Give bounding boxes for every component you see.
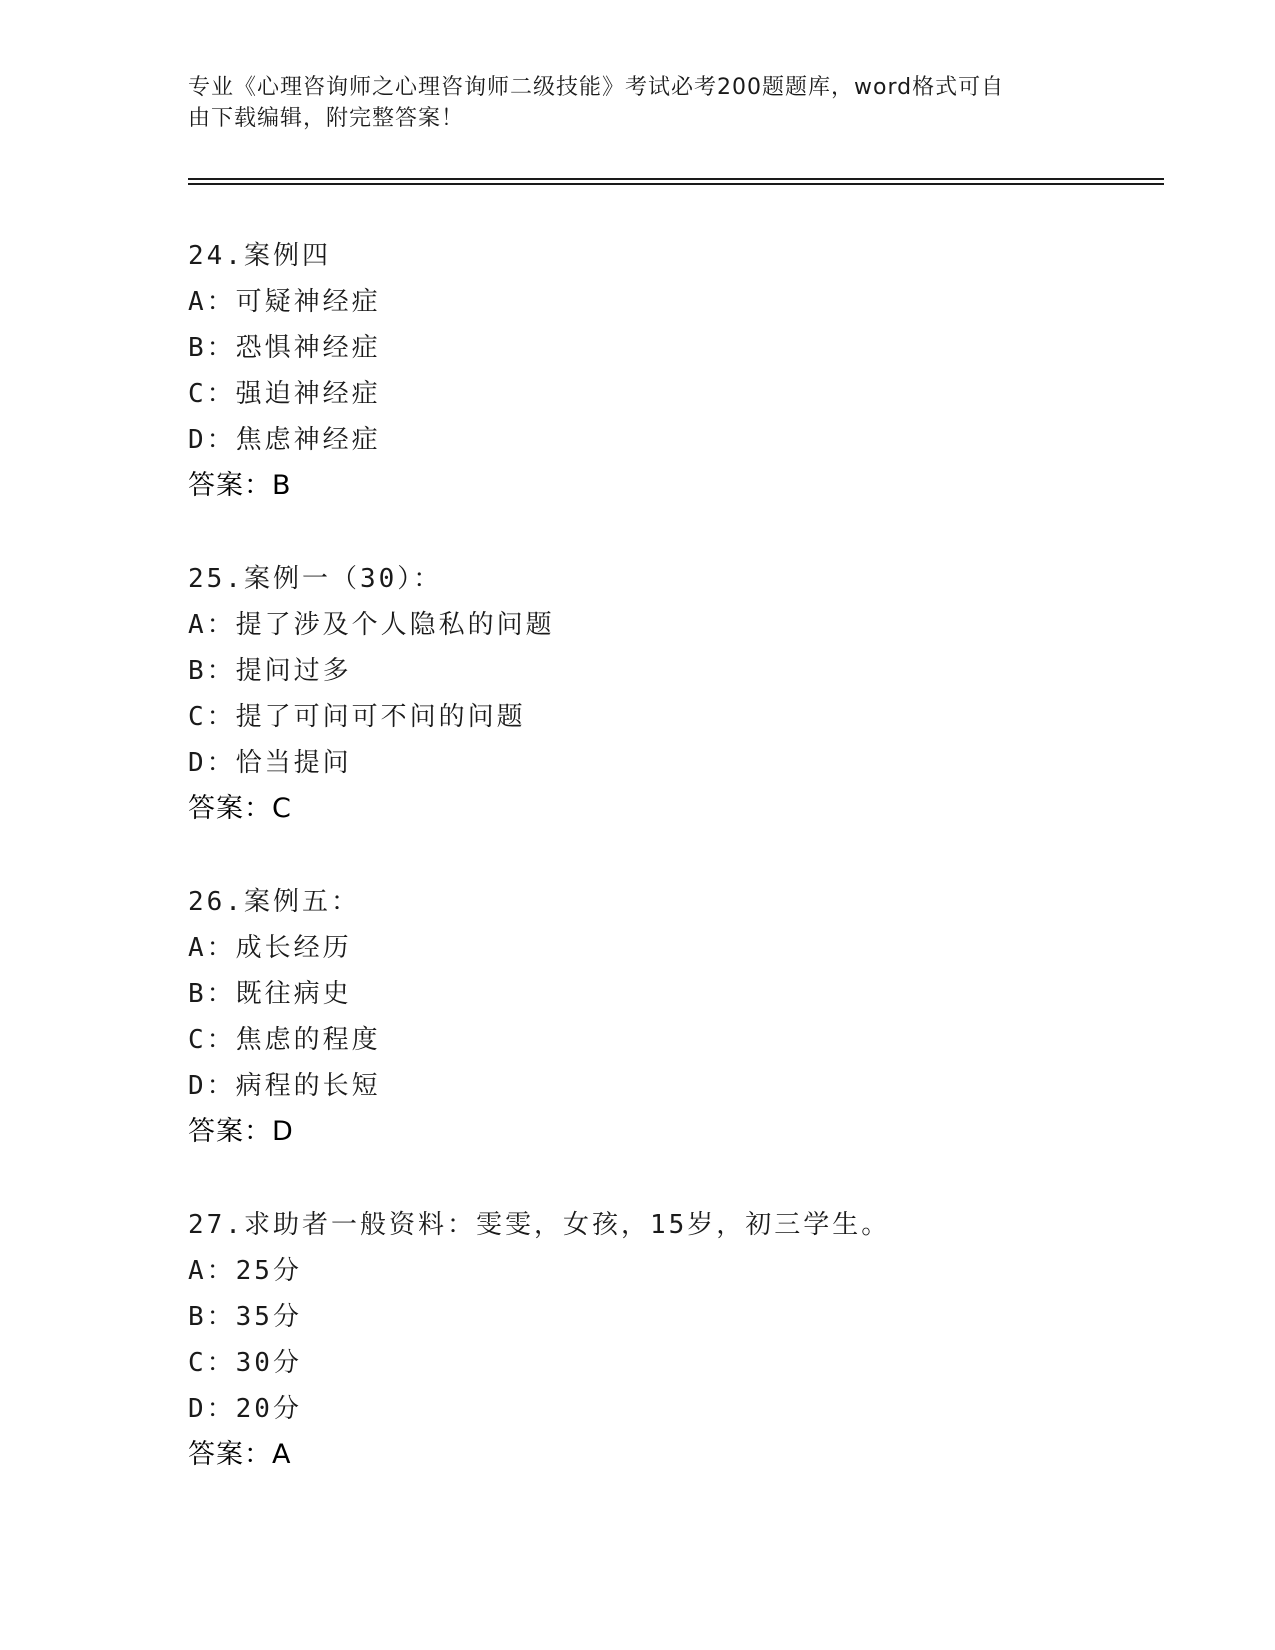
answer-label: 答案： <box>188 470 272 501</box>
question-25 <box>188 556 1148 832</box>
answer-value: C <box>272 793 292 824</box>
question-26 <box>188 879 1148 1155</box>
answer-label: 答案： <box>188 1116 272 1147</box>
question-24 <box>188 233 1148 509</box>
answer-line <box>188 1432 1148 1478</box>
option-c: C：焦虑的程度 <box>188 1025 381 1055</box>
option-b: B：既往病史 <box>188 979 352 1009</box>
option-c: C：提了可问可不问的问题 <box>188 702 526 732</box>
question-stem: 24.案例四 <box>188 241 331 271</box>
header-line-1: 专业《心理咨询师之心理咨询师二级技能》考试必考200题题库，word格式可自 <box>188 75 1005 100</box>
answer-line <box>188 463 1148 509</box>
answer-label: 答案： <box>188 793 272 824</box>
document-header <box>188 72 1068 134</box>
question-stem: 27.求助者一般资料：雯雯，女孩，15岁，初三学生。 <box>188 1210 891 1240</box>
option-c: C：30分 <box>188 1348 302 1378</box>
option-b: B：提问过多 <box>188 656 352 686</box>
option-b: B：恐惧神经症 <box>188 333 381 363</box>
option-a: A：可疑神经症 <box>188 287 381 317</box>
answer-line <box>188 786 1148 832</box>
header-divider-top <box>188 178 1164 180</box>
option-d: D：焦虑神经症 <box>188 425 381 455</box>
header-line-2: 由下载编辑，附完整答案！ <box>188 106 465 131</box>
option-c: C：强迫神经症 <box>188 379 381 409</box>
header-divider-bottom <box>188 183 1164 185</box>
option-d: D：20分 <box>188 1394 302 1424</box>
option-b: B：35分 <box>188 1302 302 1332</box>
question-stem: 26.案例五： <box>188 887 360 917</box>
answer-label: 答案： <box>188 1439 272 1470</box>
option-a: A：提了涉及个人隐私的问题 <box>188 610 555 640</box>
question-stem: 25.案例一（30）： <box>188 564 443 594</box>
answer-value: A <box>272 1439 292 1470</box>
option-d: D：恰当提问 <box>188 748 352 778</box>
answer-value: D <box>272 1116 294 1147</box>
option-d: D：病程的长短 <box>188 1071 381 1101</box>
question-list <box>188 233 1148 1525</box>
option-a: A：成长经历 <box>188 933 352 963</box>
answer-line <box>188 1109 1148 1155</box>
question-27 <box>188 1202 1148 1478</box>
answer-value: B <box>272 470 292 501</box>
option-a: A：25分 <box>188 1256 302 1286</box>
